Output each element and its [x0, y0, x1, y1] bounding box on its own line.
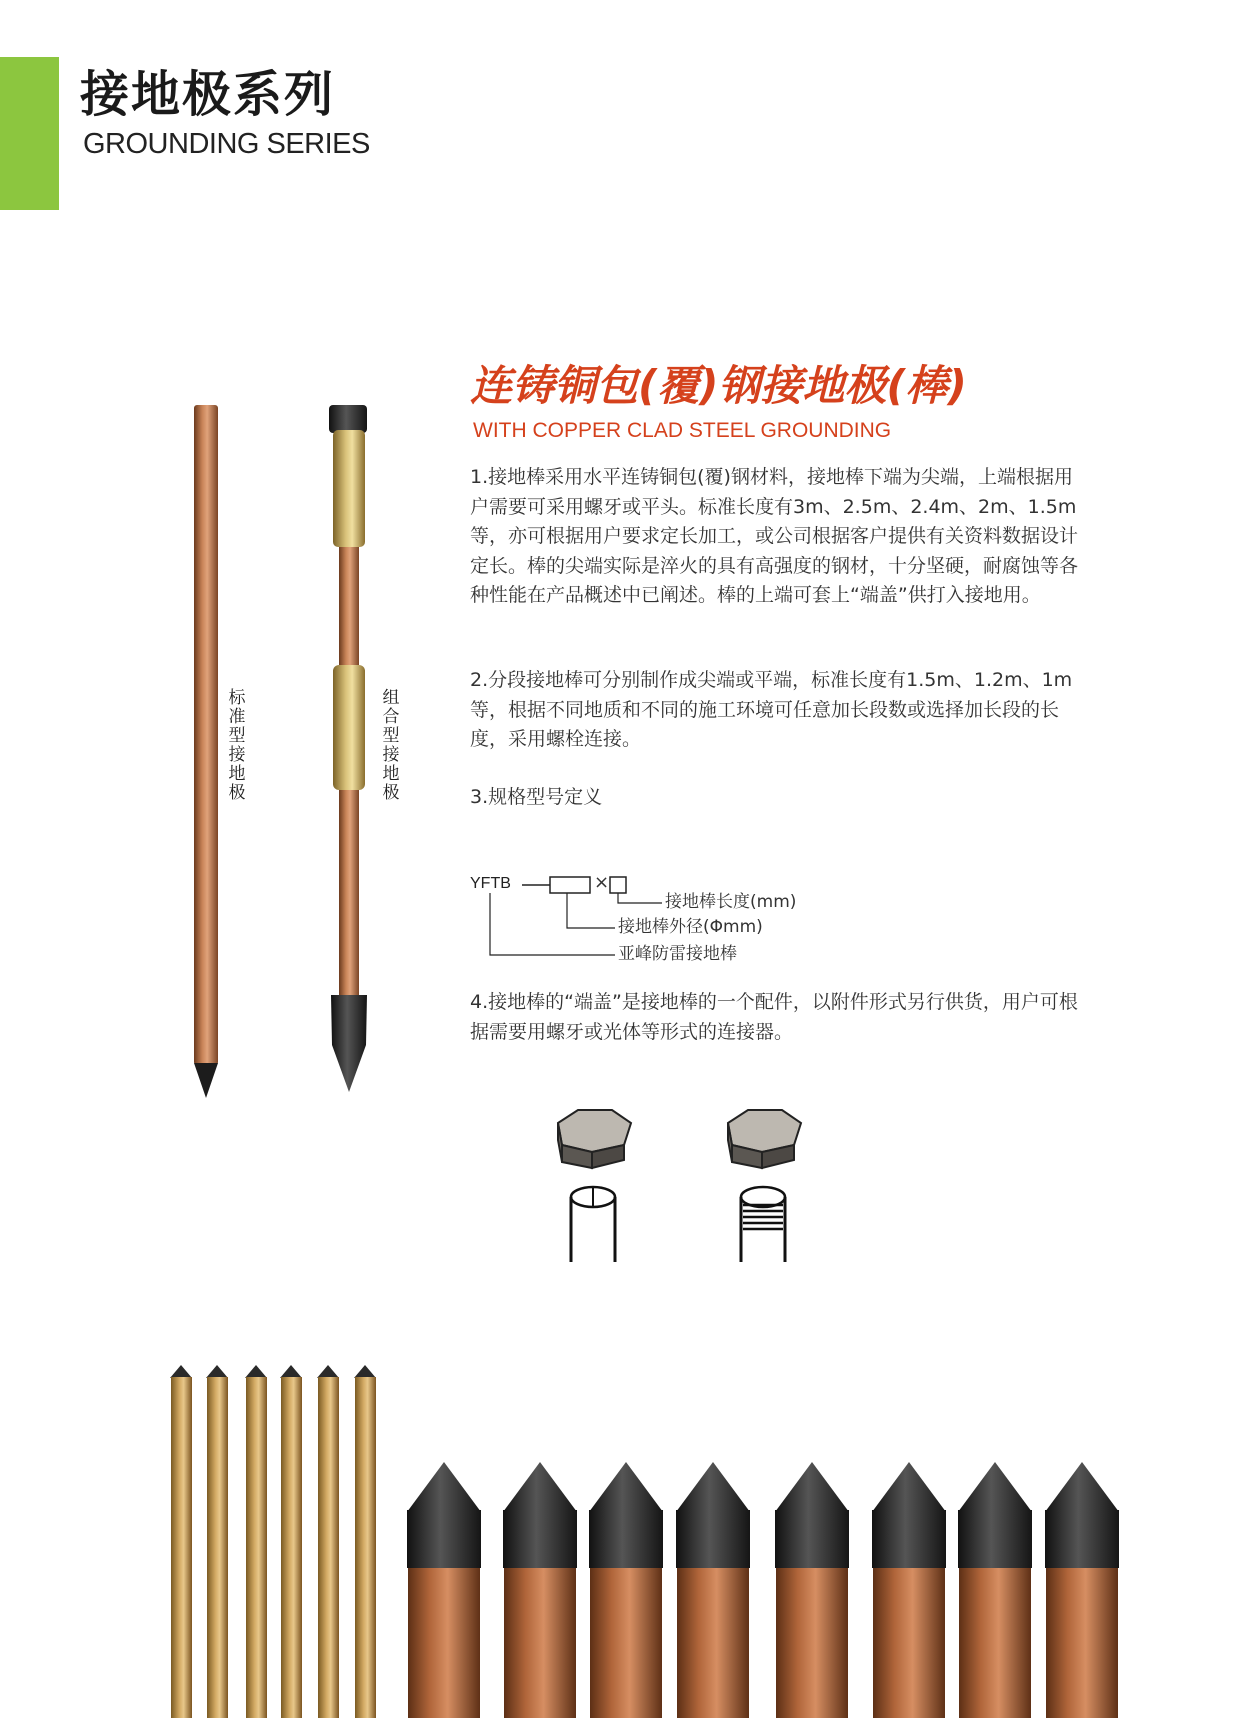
standard-rod — [194, 405, 218, 1098]
model-separator: × — [594, 872, 610, 893]
series-title: 接地极系列 — [80, 66, 336, 123]
label-diameter: 接地棒外径(Φmm) — [618, 917, 763, 937]
cap-illustration-plain — [558, 1110, 631, 1262]
product-title: 连铸铜包(覆)钢接地极(棒) — [470, 361, 967, 410]
paragraph-2: 2.分段接地棒可分别制作成尖端或平端，标准长度有1.5m、1.2m、1m等，根据不同地质和不同的施工环境可任意加长段数或选择加长段的长度，采用螺栓连接。 — [470, 669, 1073, 750]
label-brand: 亚峰防雷接地棒 — [618, 944, 737, 964]
cap-illustration-threaded — [728, 1110, 801, 1262]
product-subtitle: WITH COPPER CLAD STEEL GROUNDING — [473, 419, 892, 442]
paragraph-1: 1.接地棒采用水平连铸铜包(覆)钢材料，接地棒下端为尖端，上端根据用户需要可采用螺牙或平头。标准长度有3m、2.5m、2.4m、2m、1.5m等，亦可根据用户要求定长加工，或公司根据客户提供有关资料数据设计定长。棒的尖端实际是淬火的具有高强度的钢材，十分坚硬，耐腐蚀等各种性能在产品概述中已阐述。棒的上端可套上“端盖”供打入接地用。 — [470, 466, 1079, 606]
model-prefix: YFTB — [470, 875, 511, 892]
rod-bundle-thin — [170, 1365, 376, 1718]
label-length: 接地棒长度(mm) — [665, 892, 797, 912]
combined-rod-label: 组合型接地极 — [382, 688, 400, 803]
combined-rod — [329, 405, 367, 1092]
rod-bundle-thick — [407, 1462, 1119, 1718]
series-subtitle: GROUNDING SERIES — [83, 128, 370, 160]
standard-rod-label: 标准型接地极 — [228, 688, 246, 803]
paragraph-3: 3.规格型号定义 — [470, 786, 603, 808]
paragraph-4: 4.接地棒的“端盖”是接地棒的一个配件，以附件形式另行供货，用户可根据需要用螺牙或光体等形式的连接器。 — [470, 991, 1078, 1043]
